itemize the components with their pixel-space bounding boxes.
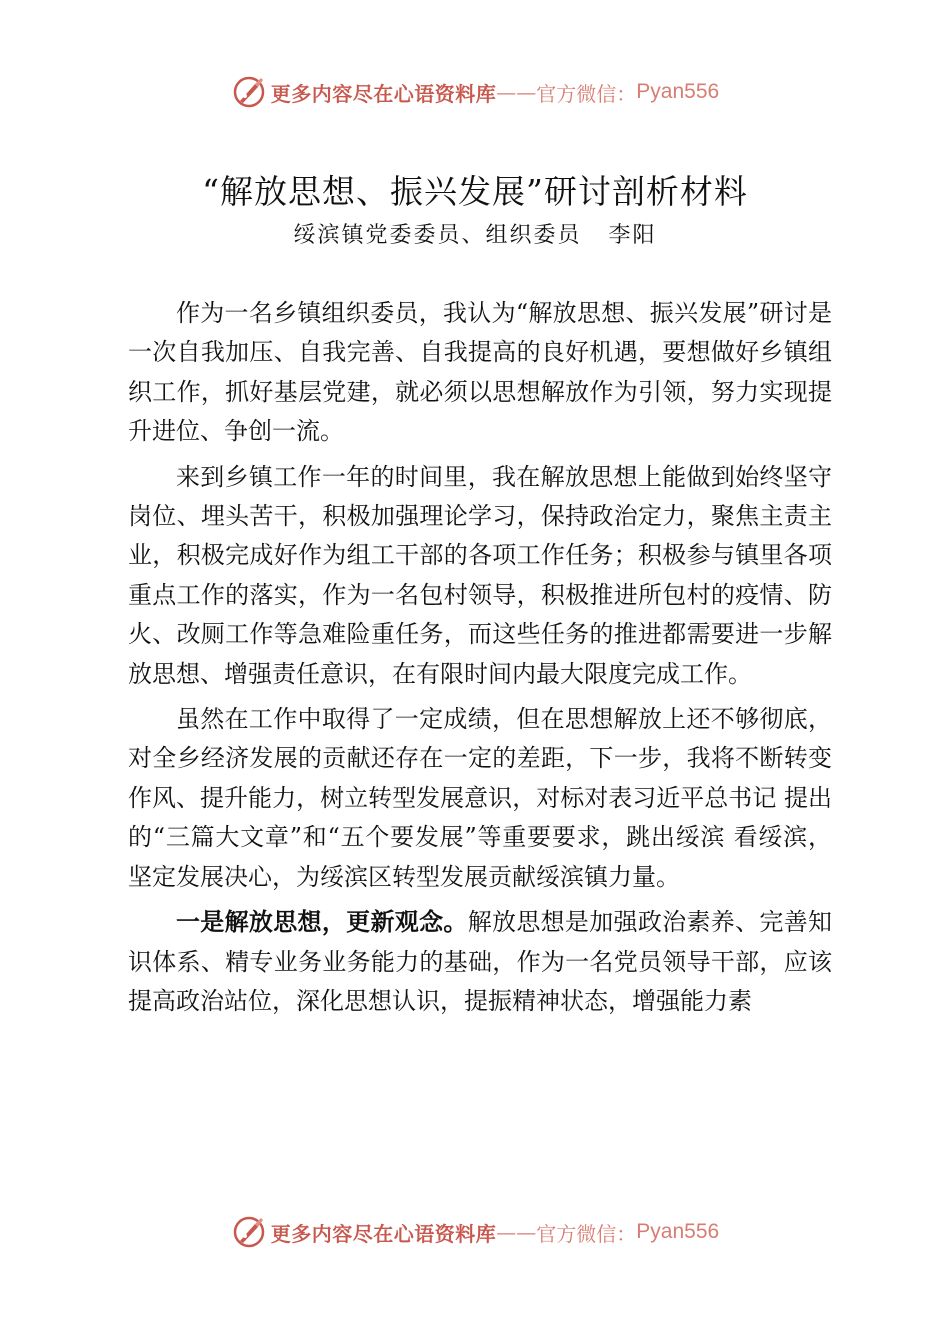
paragraph-lead-heading: 一是解放思想，更新观念。 xyxy=(176,908,468,937)
document-title: “解放思想、振兴发展”研讨剖析材料 xyxy=(202,172,748,211)
banner-official-label: 官方微信： xyxy=(536,81,637,106)
paragraph-text: 来到乡镇工作一年的时间里，我在解放思想上能做到始终坚守岗位、埋头苦干，积极加强理论学习，保持政治定力，聚焦主责主业，积极完成好作为组工干部的各项工作任务；积极参与镇里各项重点工作的落实，作为一名包村领导，积极推进所包村的疫情、防火、改厕工作等急难险重任务，而这些任务的推进都需要进一步解放思想、增强责任意识，在有限时间内最大限度完成工作。 xyxy=(128,462,832,688)
banner-wechat-id: Pyan556 xyxy=(636,80,720,103)
banner-wechat-id: Pyan556 xyxy=(636,1220,720,1243)
banner-dash: —— xyxy=(496,80,537,104)
quill-pen-logo-icon xyxy=(231,74,267,110)
banner-main-text: 更多内容尽在心语资料库 xyxy=(270,81,497,106)
header-watermark-banner xyxy=(0,72,950,112)
document-author: 绥滨镇党委委员、组织委员 李阳 xyxy=(293,223,657,248)
paragraph-text: 解放思想是加强政治素养、完善知识体系、精专业务业务能力的基础，作为一名党员领导干部，应该提高政治站位，深化思想认识，提振精神状态，增强能力素 xyxy=(128,908,833,1015)
body-paragraph-1 xyxy=(128,294,832,452)
body-paragraph-4 xyxy=(128,903,832,1021)
body-paragraph-2 xyxy=(128,458,832,694)
paragraph-text: 虽然在工作中取得了一定成绩，但在思想解放上还不够彻底，对全乡经济发展的贡献还存在一定的差距，下一步，我将不断转变作风、提升能力，树立转型发展意识，对标对表习近平总书记 提出的“三篇大文章”和“五个要发展”等重要要求，跳出绥滨 看绥滨，坚定发展决心，为绥滨区转型发展贡献绥滨镇力量。 xyxy=(128,705,832,891)
paragraph-text: 作为一名乡镇组织委员，我认为“解放思想、振兴发展”研讨是一次自我加压、自我完善、自我提高的良好机遇，要想做好乡镇组织工作，抓好基层党建，就必须以思想解放作为引领，努力实现提升进位、争创一流。 xyxy=(128,299,832,446)
document-body xyxy=(128,294,832,1027)
footer-watermark-banner xyxy=(0,1212,950,1252)
body-paragraph-3 xyxy=(128,700,832,897)
banner-dash: —— xyxy=(496,1220,537,1244)
banner-official-label: 官方微信： xyxy=(536,1221,637,1246)
banner-main-text: 更多内容尽在心语资料库 xyxy=(270,1221,497,1246)
quill-pen-logo-icon xyxy=(231,1214,267,1250)
